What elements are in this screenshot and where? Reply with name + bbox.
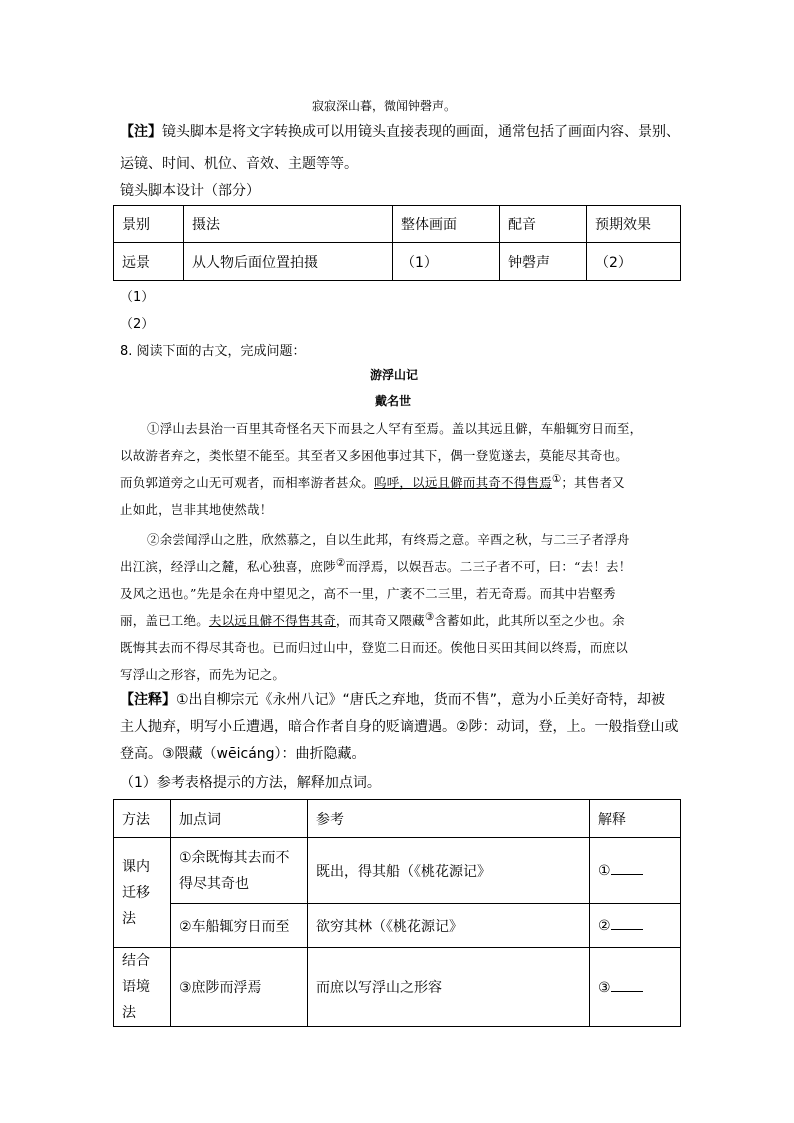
table-header-row	[114, 800, 681, 838]
paragraph-1-line	[120, 473, 680, 491]
paragraph-2-line: 写浮山之形容，而先为记之。	[120, 667, 286, 682]
passage-author: 戴名世	[375, 394, 412, 408]
table-cell: 钟磬声	[500, 243, 587, 281]
note-line-1: 镜头脚本是将文字转换成可以用镜头直接表现的画面，通常包括了画面内容、景别、	[162, 124, 680, 140]
reference-cell: 而庶以写浮山之形容	[308, 948, 590, 1027]
paragraph-2-line: ②余尝闻浮山之胜，欣然慕之，自以生此邦，有终焉之意。辛酉之秋，与二三子者浮舟	[147, 532, 630, 547]
table-header-cell: 整体画面	[393, 206, 500, 243]
table-row	[114, 243, 681, 281]
sub-question-1: （1）参考表格提示的方法，解释加点词。	[120, 775, 381, 791]
table-row	[114, 838, 681, 904]
table-row	[114, 904, 681, 948]
reference-cell: 欲穷其林（《桃花源记》	[308, 904, 590, 948]
footnote-mark: ①	[551, 473, 562, 485]
paragraph-2-line: 既悔其去而不得尽其奇也。已而归过山中，登览二日而还。俟他日买田其间以终焉，而庶以	[120, 640, 629, 655]
table-cell: （1）	[393, 243, 500, 281]
annotation-text: ①出自柳宗元《永州八记》“唐氏之弃地，货而不售”，意为小丘美好奇特，却被	[176, 692, 666, 708]
paragraph-1-line: 止如此，岂非其地使然哉！	[120, 502, 273, 517]
table-row	[114, 948, 681, 1027]
note-label: 【注】	[120, 124, 162, 140]
paragraph-2-line	[120, 557, 680, 575]
annotation-line	[120, 689, 690, 709]
table-header-cell: 参考	[308, 800, 590, 838]
note-block	[120, 121, 690, 141]
poem-line: 寂寂深山暮，微闻钟磬声。	[312, 99, 457, 113]
answer-cell	[590, 904, 681, 948]
answer-number: ②	[598, 918, 611, 934]
question-8-prompt: 8. 阅读下面的古文，完成问题：	[120, 344, 306, 359]
paragraph-2-text: 含蓄如此，此其所以至之少也。余	[434, 613, 625, 629]
table-header-cell: 预期效果	[587, 206, 681, 243]
paragraph-1-line: ①浮山去县治一百里其奇怪名天下而县之人罕有至焉。盖以其远且僻，车船辄穷日而至，	[147, 421, 643, 436]
method-cell: 课内迁移法	[114, 838, 171, 948]
paragraph-2-text: 出江滨，经浮山之麓，私心独喜，庶陟	[120, 559, 336, 575]
answer-cell	[590, 838, 681, 904]
method-table	[113, 799, 681, 1027]
method-cell: 结合语境法	[114, 948, 171, 1027]
paragraph-1-text: 而负郭道旁之山无可观者，而相率游者甚众。	[120, 475, 375, 491]
answer-cell	[590, 948, 681, 1027]
script-table	[113, 205, 681, 281]
footnote-mark: ②	[335, 557, 346, 569]
reference-cell: 既出，得其船（《桃花源记》	[308, 838, 590, 904]
table-header-cell: 解释	[590, 800, 681, 838]
answer-blank[interactable]	[611, 979, 643, 992]
answer-number: ③	[598, 979, 611, 996]
paragraph-1-line: 以故游者弃之，类怅望不能至。其至者又多困他事过其下，偶一登览遂去，莫能尽其奇也。	[120, 448, 629, 463]
footnote-mark: ③	[424, 611, 435, 623]
paragraph-2-text: 而浮焉，以娱吾志。二三子者不可，曰：“去！去！	[345, 559, 632, 575]
annotation-label: 【注释】	[120, 692, 176, 708]
table-cell: 远景	[114, 243, 184, 281]
table-header-cell: 摄法	[184, 206, 393, 243]
note-line-2: 运镜、时间、机位、音效、主题等等。	[120, 156, 358, 172]
passage-title: 游浮山记	[370, 368, 419, 382]
script-caption: 镜头脚本设计（部分）	[120, 183, 260, 199]
answer-blank[interactable]	[611, 862, 643, 875]
paragraph-2-line	[120, 611, 680, 629]
word-cell: ①余既悔其去而不得尽其奇也	[171, 838, 308, 904]
word-cell: ②车船辄穷日而至	[171, 904, 308, 948]
table-header-cell: 景别	[114, 206, 184, 243]
answer-blank[interactable]	[611, 917, 643, 930]
table-cell: 从人物后面位置拍摄	[184, 243, 393, 281]
underlined-sentence: 夫以远且僻不得售其奇	[208, 613, 336, 629]
paragraph-2-text: ，而其奇又隈藏	[335, 613, 425, 629]
table-cell: （2）	[587, 243, 681, 281]
paragraph-2-line: 及风之迅也。”先是余在舟中望见之，高不一里，广袤不二三里，若无奇焉。而其中岩壑秀	[120, 586, 616, 601]
table-header-cell: 加点词	[171, 800, 308, 838]
table-header-cell: 方法	[114, 800, 171, 838]
paragraph-2-text: 丽，盖已工绝。	[120, 613, 209, 629]
annotation-line: 主人抛弃，明写小丘遭遇，暗合作者自身的贬谪遭遇。②陟：动词，登，上。一般指登山或	[120, 719, 679, 735]
answer-2: （2）	[120, 317, 155, 332]
paragraph-1-text: ；其售者又	[561, 475, 625, 491]
table-header-cell: 配音	[500, 206, 587, 243]
table-header-row	[114, 206, 681, 243]
annotation-line: 登高。③隈藏（wēicáng）：曲折隐藏。	[120, 746, 366, 762]
answer-1: （1）	[120, 290, 155, 305]
answer-number: ①	[598, 863, 611, 879]
underlined-sentence: 呜呼，以远且僻而其奇不得售焉	[374, 475, 552, 491]
word-cell: ③庶陟而浮焉	[171, 948, 308, 1027]
